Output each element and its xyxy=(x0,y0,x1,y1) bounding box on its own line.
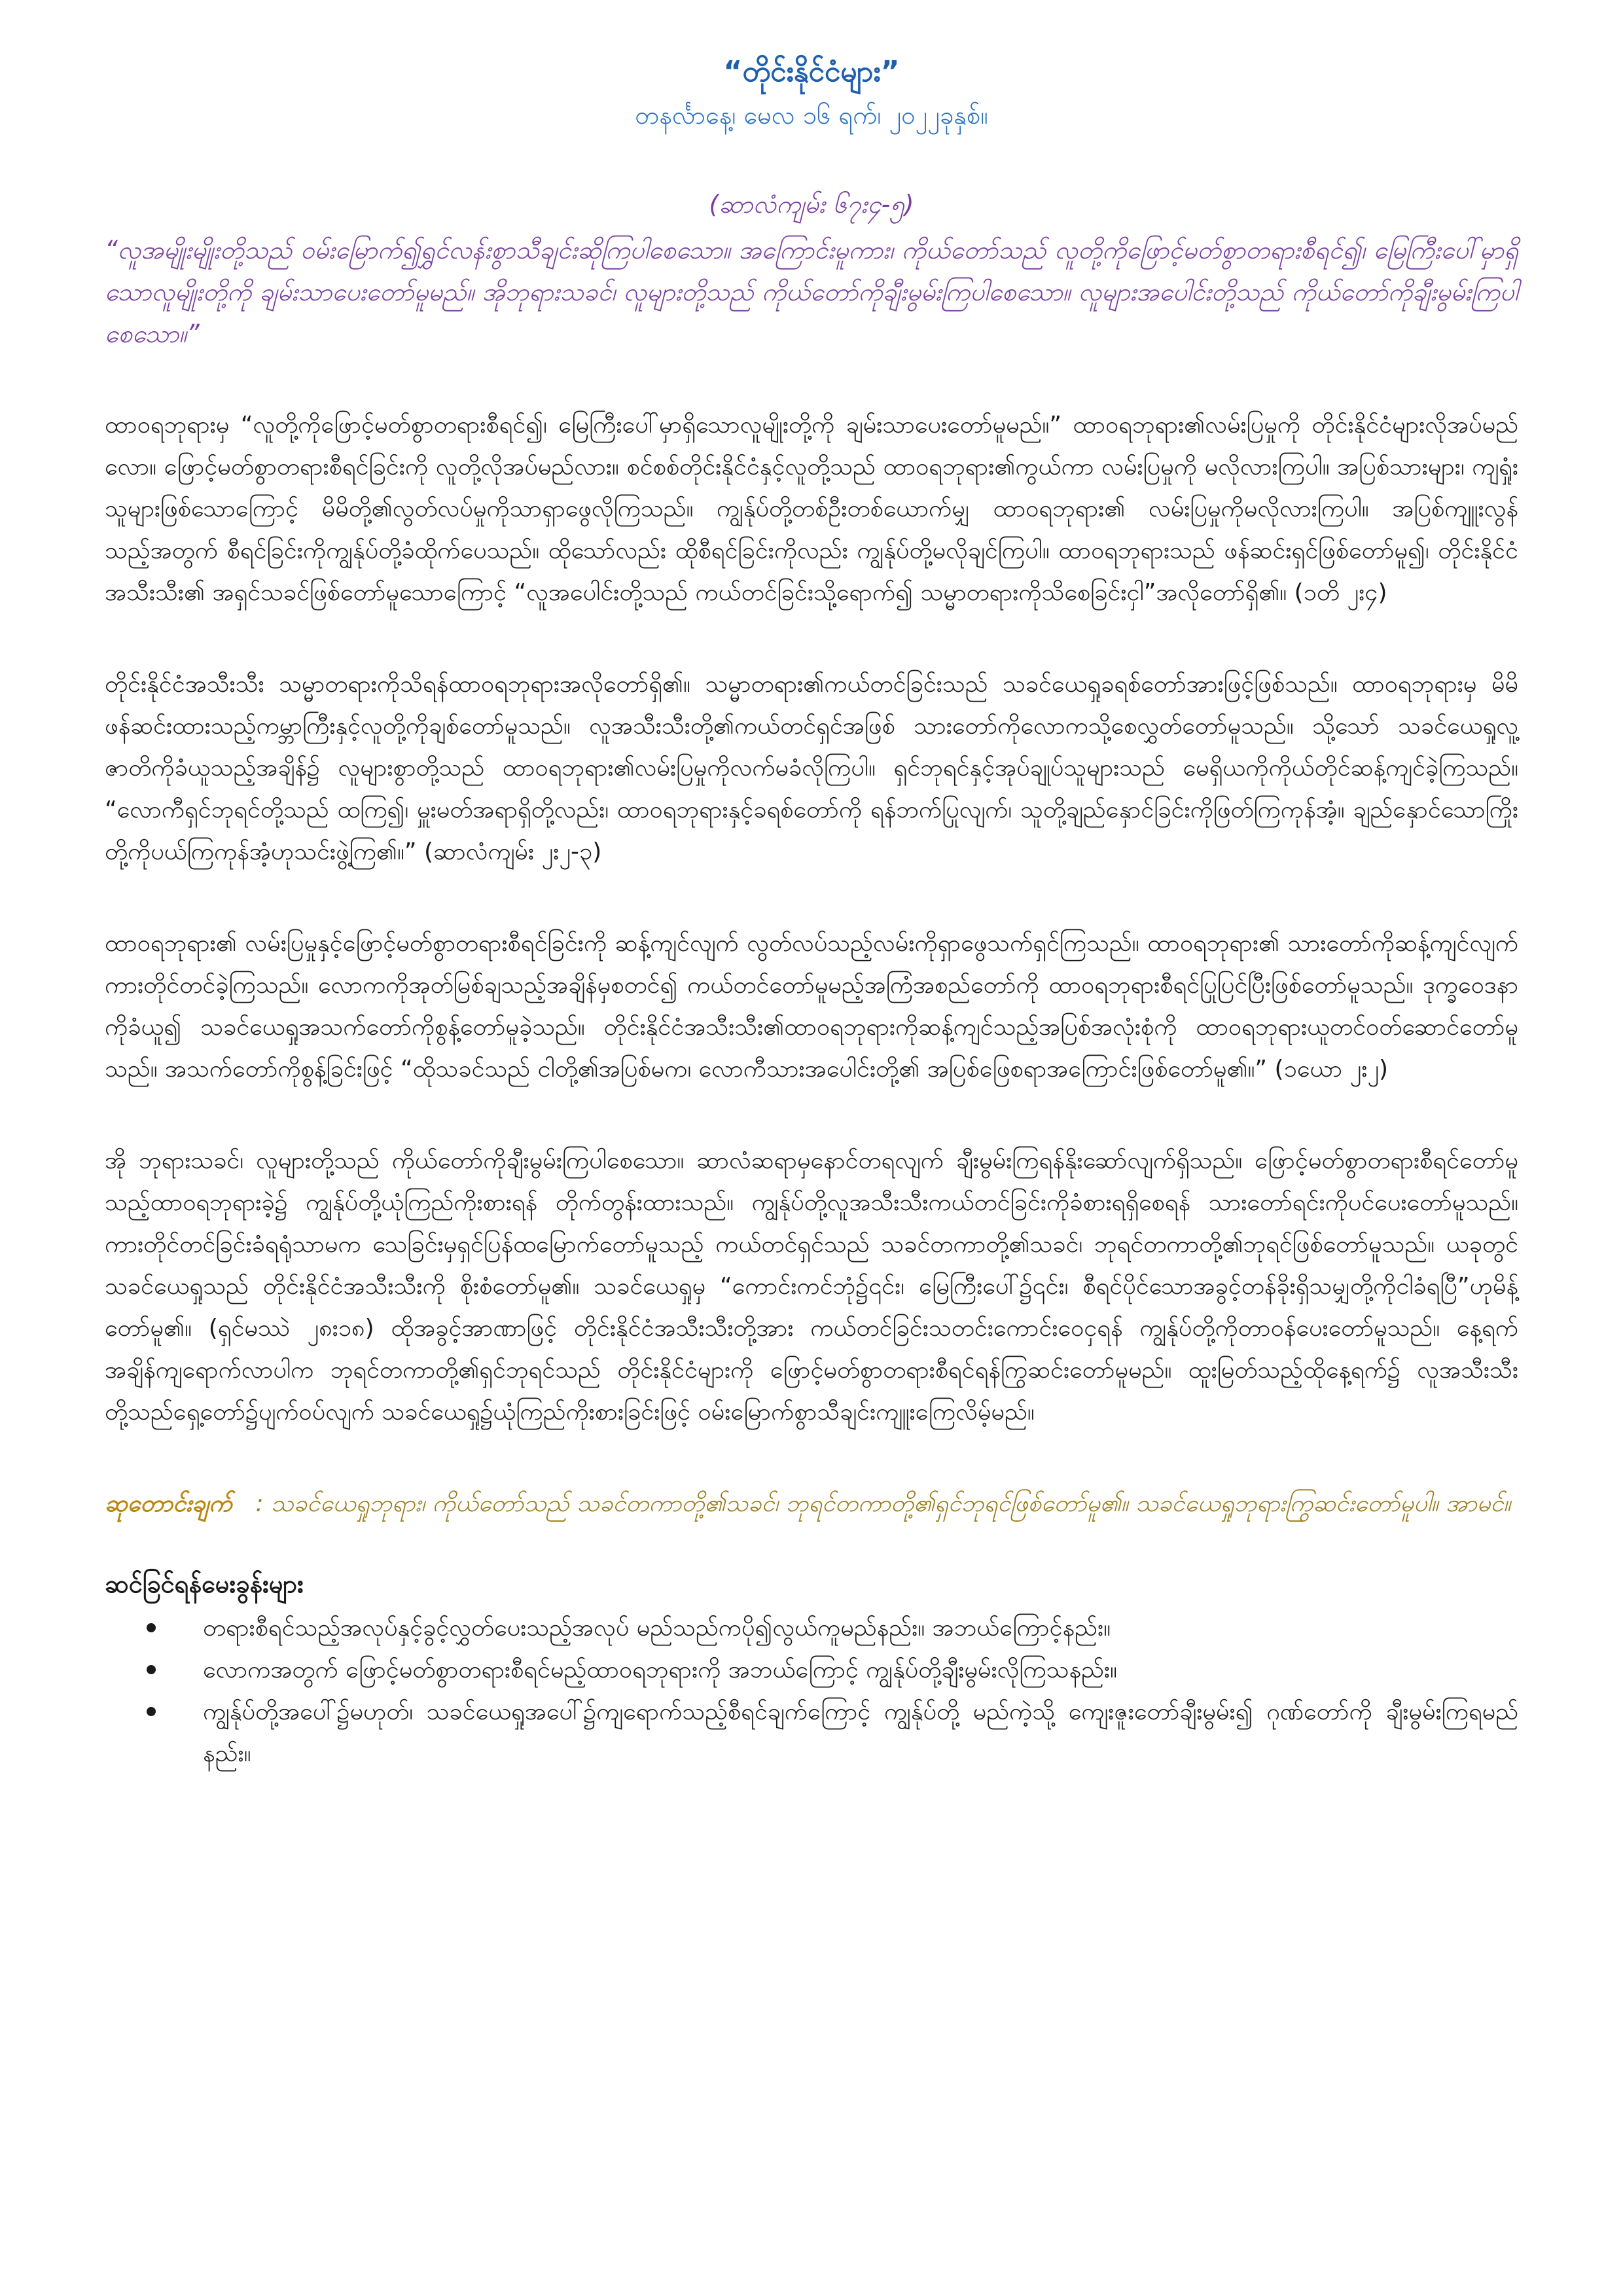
prayer-text: : သခင်ယေရှုဘုရား၊ ကိုယ်တော်သည် သခင်တကာတို့၏သခင်၊ ဘုရင်တကာတို့၏ရှင်ဘုရင်ဖြစ်တော်မူ၏။ သခင်ယေရှုဘုရားကြွဆင်းတော်မူပါ။ အာမင်။ xyxy=(255,1490,1511,1517)
question-text: လောကအတွက် ဖြောင့်မတ်စွာတရားစီရင်မည့်ထာဝရဘုရားကို အဘယ်ကြောင့် ကျွန်ုပ်တို့ချီးမွမ်းလိုကြသနည်း။ xyxy=(203,1657,1117,1683)
question-item xyxy=(105,1691,1518,1775)
body-paragraph-3: ထာဝရဘုရား၏ လမ်းပြမှုနှင့်ဖြောင့်မတ်စွာတရားစီရင်ခြင်းကို ဆန့်ကျင်လျက် လွတ်လပ်သည့်လမ်းကိုရှာဖွေသက်ရှင်ကြသည်။ ထာဝရဘုရား၏ သားတော်ကိုဆန့်ကျင်လျက် ကားတိုင်တင်ခဲ့ကြသည်။ လောကကိုအုတ်မြစ်ချသည့်အချိန်မှစတင်၍ ကယ်တင်တော်မူမည့်အကြံအစည်တော်ကို ထာဝရဘုရားစီရင်ပြုပြင်ပြီးဖြစ်တော်မူသည်။ ဒုက္ခဝေဒနာကိုခံယူ၍ သခင်ယေရှုအသက်တော်ကိုစွန့်တော်မူခဲ့သည်။ တိုင်းနိုင်ငံအသီးသီး၏ထာဝရဘုရားကိုဆန့်ကျင်သည့်အပြစ်အလုံးစုံကို ထာဝရဘုရားယူတင်ဝတ်ဆောင်တော်မူသည်။ အသက်တော်ကိုစွန့်ခြင်းဖြင့် “ထိုသခင်သည် ငါတို့၏အပြစ်မက၊ လောကီသားအပေါင်းတို့၏ အပြစ်ဖြေစရာအကြောင်းဖြစ်တော်မူ၏။” (၁ယော ၂း၂) xyxy=(105,930,1518,1083)
prayer-conclusion xyxy=(105,1483,1518,1525)
scripture-verse: “လူအမျိုးမျိုးတို့သည် ဝမ်းမြောက်၍ရွှင်လန်းစွာသီချင်းဆိုကြပါစေသော။ အကြောင်းမူကား၊ ကိုယ်တော်သည် လူတို့ကိုဖြောင့်မတ်စွာတရားစီရင်၍၊ မြေကြီးပေါ်မှာရှိသောလူမျိုးတို့ကို ချမ်းသာပေးတော်မူမည်။ အိုဘုရားသခင်၊ လူများတို့သည် ကိုယ်တော်ကိုချီးမွမ်းကြပါစေသော။ လူများအပေါင်းတို့သည် ကိုယ်တော်ကိုချီးမွမ်းကြပါစေသော။” xyxy=(105,236,1518,348)
scripture-reference: (ဆာလံကျမ်း ၆၇း၄-၅) xyxy=(709,190,914,219)
questions-list xyxy=(105,1607,1518,1775)
body-paragraph-4: အို ဘုရားသခင်၊ လူများတို့သည် ကိုယ်တော်ကိုချီးမွမ်းကြပါစေသော။ ဆာလံဆရာမှနောင်တရလျက် ချီးမွမ်းကြရန်နိုးဆော်လျက်ရှိသည်။ ဖြောင့်မတ်စွာတရားစီရင်တော်မူသည့်ထာဝရဘုရားခဲ့၌ ကျွန်ုပ်တို့ယုံကြည်ကိုးစားရန် တိုက်တွန်းထားသည်။ ကျွန်ုပ်တို့လူအသီးသီးကယ်တင်ခြင်းကိုခံစားရရှိစေရန် သားတော်ရင်းကိုပင်ပေးတော်မူသည်။ ကားတိုင်တင်ခြင်းခံရရုံသာမက သေခြင်းမှရှင်ပြန်ထမြောက်တော်မူသည့် ကယ်တင်ရှင်သည် သခင်တကာတို့၏သခင်၊ ဘုရင်တကာတို့၏ဘုရင်ဖြစ်တော်မူသည်။ ယခုတွင် သခင်ယေရှုသည် တိုင်းနိုင်ငံအသီးသီးကို စိုးစံတော်မူ၏။ သခင်ယေရှုမှ “ကောင်းကင်ဘုံ၌၎င်း၊ မြေကြီးပေါ်၌၎င်း၊ စီရင်ပိုင်သောအခွင့်တန်ခိုးရှိသမျှတို့ကိုငါခံရပြီ”ဟုမိန့်တော်မူ၏။ (ရှင်မဿဲ ၂၈း၁၈) ထိုအခွင့်အာဏာဖြင့် တိုင်းနိုင်ငံအသီးသီးတို့အား ကယ်တင်ခြင်းသတင်းကောင်းဝေငှရန် ကျွန်ုပ်တို့ကိုတာဝန်ပေးတော်မူသည်။ နေ့ရက်အချိန်ကျရောက်လာပါက ဘုရင်တကာတို့၏ရှင်ဘုရင်သည် တိုင်းနိုင်ငံများကို ဖြောင့်မတ်စွာတရားစီရင်ရန်ကြွဆင်းတော်မူမည်။ ထူးမြတ်သည့်ထိုနေ့ရက်၌ လူအသီးသီးတို့သည်ရှေ့တော်၌ပျက်ဝပ်လျက် သခင်ယေရှု၌ယုံကြည်ကိုးစားခြင်းဖြင့် ဝမ်းမြောက်စွာသီချင်းကျူးကြေလိမ့်မည်။ xyxy=(105,1147,1518,1426)
page-date: တနင်္လာနေ့၊ မေလ ၁၆ ရက်၊ ၂၀၂၂ခုနှစ်။ xyxy=(635,101,988,130)
body-paragraph-2: တိုင်းနိုင်ငံအသီးသီး သမ္မာတရားကိုသိရန်ထာဝရဘုရားအလိုတော်ရှိ၏။ သမ္မာတရား၏ကယ်တင်ခြင်းသည် သခင်ယေရှုခရစ်တော်အားဖြင့်ဖြစ်သည်။ ထာဝရဘုရားမှ မိမိဖန်ဆင်းထားသည့်ကမ္ဘာကြီးနှင့်လူတို့ကိုချစ်တော်မူသည်။ လူအသီးသီးတို့၏ကယ်တင်ရှင်အဖြစ် သားတော်ကိုလောကသို့စေလွှတ်တော်မူသည်။ သို့သော် သခင်ယေရှုလူ့ဇာတိကိုခံယူသည့်အချိန်၌ လူများစွာတို့သည် ထာဝရဘုရား၏လမ်းပြမှုကိုလက်မခံလိုကြပါ။ ရှင်ဘုရင်နှင့်အုပ်ချုပ်သူများသည် မေရှိယကိုကိုယ်တိုင်ဆန့်ကျင်ခဲ့ကြသည်။ “လောကီရှင်ဘုရင်တို့သည် ထကြ၍၊ မှူးမတ်အရာရှိတို့လည်း၊ ထာဝရဘုရားနှင့်ခရစ်တော်ကို ရန်ဘက်ပြုလျက်၊ သူတို့ချည်နှောင်ခြင်းကိုဖြတ်ကြကုန်အံ့။ ချည်နှောင်သောကြိုးတို့ကိုပယ်ကြကုန်အံ့ဟုသင်းဖွဲ့ကြ၏။” (ဆာလံကျမ်း ၂း၂-၃) xyxy=(105,671,1518,865)
page-title: “တိုင်းနိုင်ငံများ” xyxy=(723,55,900,88)
devotional-page xyxy=(105,52,1518,1775)
question-item xyxy=(105,1649,1518,1691)
bullet-icon xyxy=(147,1707,156,1716)
bullet-icon xyxy=(147,1665,156,1674)
bullet-icon xyxy=(147,1623,156,1632)
questions-heading: ဆင်ခြင်ရန်မေးခွန်းများ xyxy=(105,1570,304,1598)
body-paragraph-1: ထာဝရဘုရားမှ “လူတို့ကိုဖြောင့်မတ်စွာတရားစီရင်၍၊ မြေကြီးပေါ်မှာရှိသောလူမျိုးတို့ကို ချမ်းသာပေးတော်မူမည်။” ထာဝရဘုရား၏လမ်းပြမှုကို တိုင်းနိုင်ငံများလိုအပ်မည်လော။ ဖြောင့်မတ်စွာတရားစီရင်ခြင်းကို လူတို့လိုအပ်မည်လား။ စင်စစ်တိုင်းနိုင်ငံနှင့်လူတို့သည် ထာဝရဘုရား၏ကွယ်ကာ လမ်းပြမှုကို မလိုလားကြပါ။ အပြစ်သားများ၊ ကျရှုံးသူများဖြစ်သောကြောင့် မိမိတို့၏လွတ်လပ်မှုကိုသာရှာဖွေလိုကြသည်။ ကျွန်ုပ်တို့တစ်ဦးတစ်ယောက်မျှ ထာဝရဘုရား၏ လမ်းပြမှုကိုမလိုလားကြပါ။ အပြစ်ကျူးလွန်သည့်အတွက် စီရင်ခြင်းကိုကျွန်ုပ်တို့ခံထိုက်ပေသည်။ ထိုသော်လည်း ထိုစီရင်ခြင်းကိုလည်း ကျွန်ုပ်တို့မလိုချင်ကြပါ။ ထာဝရဘုရားသည် ဖန်ဆင်းရှင်ဖြစ်တော်မူ၍၊ တိုင်းနိုင်ငံအသီးသီး၏ အရှင်သခင်ဖြစ်တော်မူသောကြောင့် “လူအပေါင်းတို့သည် ကယ်တင်ခြင်းသို့ရောက်၍ သမ္မာတရားကိုသိစေခြင်းငှါ”အလိုတော်ရှိ၏။ (၁တိ ၂း၄) xyxy=(105,412,1518,606)
question-text: ကျွန်ုပ်တို့အပေါ်၌မဟုတ်၊ သခင်ယေရှုအပေါ်၌ကျရောက်သည့်စီရင်ချက်ကြောင့် ကျွန်ုပ်တို့ မည်ကဲ့သို့ ကျေးဇူးတော်ချီးမွမ်း၍ ဂုဏ်တော်ကို ချီးမွမ်းကြရမည်နည်း။ xyxy=(203,1698,1518,1767)
prayer-label: ဆုတောင်းချက် xyxy=(105,1490,232,1517)
question-item xyxy=(105,1607,1518,1649)
question-text: တရားစီရင်သည့်အလုပ်နှင့်ခွင့်လွှတ်ပေးသည့်အလုပ် မည်သည်ကပို၍လွယ်ကူမည်နည်း။ အဘယ်ကြောင့်နည်း။ xyxy=(203,1615,1111,1641)
